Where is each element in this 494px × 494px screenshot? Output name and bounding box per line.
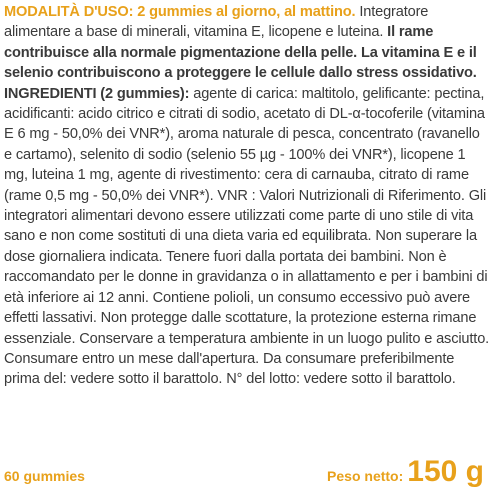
label-footer [4, 452, 484, 488]
usage-dose: 2 gummies al giorno, al mattino. [133, 4, 356, 20]
usage-label: MODALITÀ D'USO: [4, 4, 134, 20]
net-weight-label: Peso netto: [327, 468, 404, 484]
ingredients-label: INGREDIENTI (2 gummies): [4, 85, 190, 102]
gummies-count: 60 gummies [4, 468, 85, 484]
net-weight [327, 456, 484, 488]
ingredients-text: agente di carica: maltitolo, gelificante: pectina, acidificanti: acido citrico e citrati di sodio, acetato di DL-α-tocoferile (vitamina E 6 mg - 50,0% dei VNR*), aroma naturale di pesca, concentrato (ravanello e cartamo), selenito di sodio (selenio 55 µg - 100% dei VNR*), licopene 1 mg, luteina 1 mg, agente di rivestimento: cera di carnauba, citrato di rame (rame 0,5 mg - 50,0% dei VNR*). VNR : Valori Nutrizionali di Riferimento. Gli integratori alimentari devono essere utilizzati come parte di uno stile di vita sano e non come sostituti di una dieta varia ed equilibrata. Non superare la dose giornaliera indicata. Tenere fuori dalla portata dei bambini. Non è raccomandato per le donne in gravidanza o in allattamento e per i bambini di età inferiore ai 12 anni. Contiene polioli, un consumo eccessivo può avere effetti lassativi. Non protegge dalle scottature, la protezione esterna rimane essenziale. Conservare a temperatura ambiente in un luogo pulito e asciutto. Consumare entro un mese dall'apertura. Da consumare preferibilmente prima del: vedere sotto il barattolo. N° del lotto: vedere sotto il barattolo. [4, 85, 490, 388]
label-text-block [4, 2, 490, 390]
net-weight-value: 150 g [407, 455, 484, 488]
product-description: Integratore alimentare a base di minerali, vitamina E, licopene e luteina. [4, 4, 429, 41]
health-claims: Il rame contribuisce alla normale pigmentazione della pelle. La vitamina E e il selenio contribuiscono a proteggere le cellule dallo stress ossidativo. [4, 24, 477, 82]
